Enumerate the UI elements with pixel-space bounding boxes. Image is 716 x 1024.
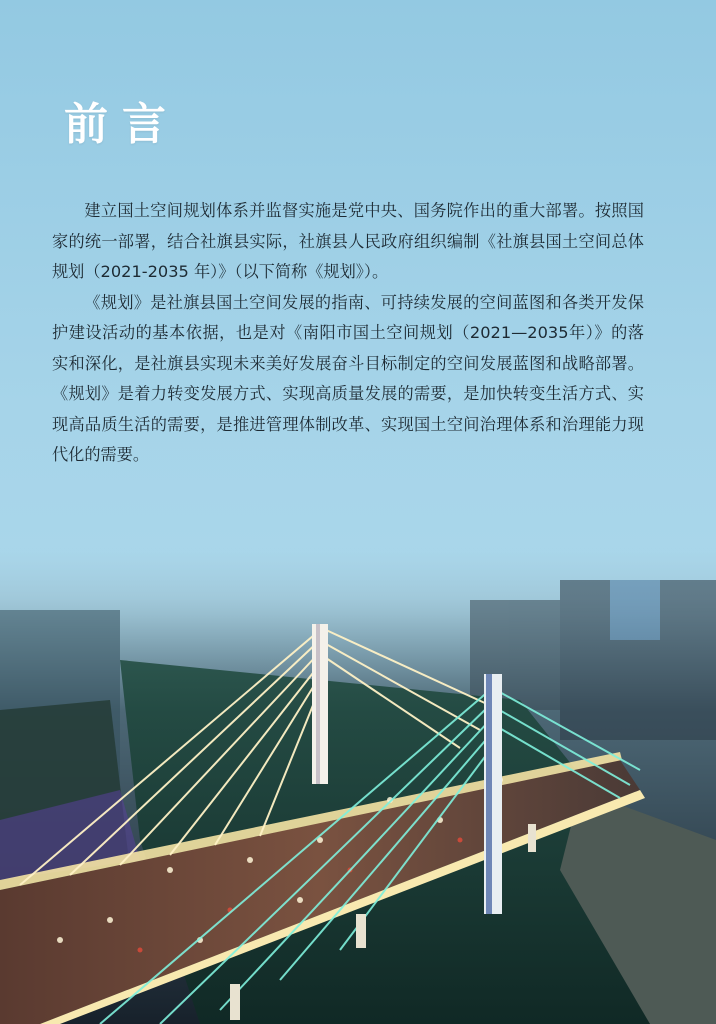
- paragraph-2: 《规划》是社旗县国土空间发展的指南、可持续发展的空间蓝图和各类开发保护建设活动的基本依据，也是对《南阳市国土空间规划（2021—2035年）》的落实和深化，是社旗县实现未来美好发展奋斗目标制定的空间发展蓝图和战略部署。《规划》是着力转变发展方式、实现高质量发展的需要，是加快转变生活方式、实现高品质生活的需要，是推进管理体制改革、实现国土空间治理体系和治理能力现代化的需要。: [52, 292, 644, 464]
- preface-body: [52, 196, 644, 471]
- bridge-photo: [0, 540, 716, 1024]
- page-title: 前言: [64, 99, 180, 150]
- paragraph-1: 建立国土空间规划体系并监督实施是党中央、国务院作出的重大部署。按照国家的统一部署，结合社旗县实际，社旗县人民政府组织编制《社旗县国土空间总体规划（2021-2035 年）》（以下简称《规划》）。: [52, 201, 644, 281]
